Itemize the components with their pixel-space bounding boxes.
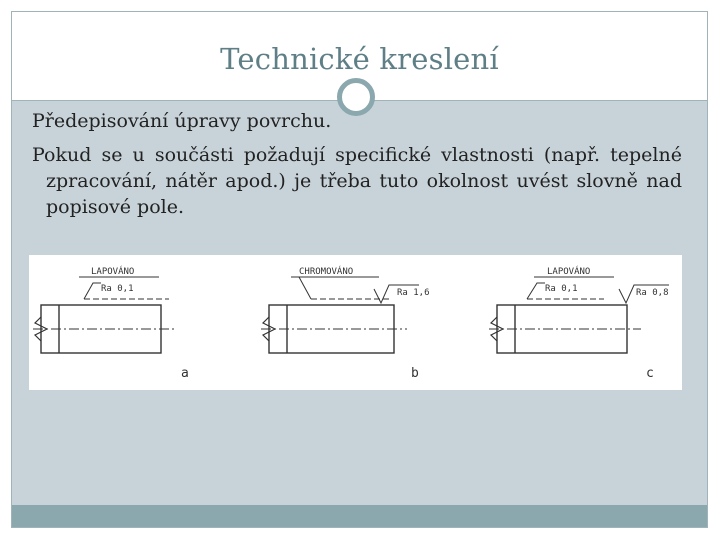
- surface-finish-drawing: [29, 255, 682, 390]
- shaft-a-ra: Ra 0,1: [101, 284, 134, 294]
- shaft-c-tag: c: [646, 366, 654, 381]
- shaft-b-ra: Ra 1,6: [397, 288, 430, 298]
- shaft-b-label: CHROMOVÁNO: [299, 267, 354, 277]
- paragraph-heading: Předepisování úpravy povrchu.: [32, 110, 332, 132]
- slide-frame: [11, 11, 708, 528]
- shaft-a-tag: a: [181, 366, 189, 381]
- shaft-a-label: LAPOVÁNO: [91, 267, 135, 277]
- shaft-b-tag: b: [411, 366, 419, 381]
- slide-title: Technické kreslení: [220, 42, 499, 76]
- shaft-c-ra2: Ra 0,8: [636, 288, 669, 298]
- footer-bar: [12, 505, 707, 527]
- shaft-b: [261, 277, 419, 353]
- shaft-c-label: LAPOVÁNO: [547, 267, 591, 277]
- divider-circle-ornament: [337, 78, 375, 116]
- paragraph-body: Pokud se u součásti požadují specifické vlastnosti (např. tepelné zpracování, nátěr apod.) je třeba tuto okolnost uvést slovně nad popisové pole.: [32, 144, 682, 218]
- shaft-c-ra1: Ra 0,1: [545, 284, 578, 294]
- content-text: [32, 108, 682, 220]
- technical-drawing: [29, 255, 682, 390]
